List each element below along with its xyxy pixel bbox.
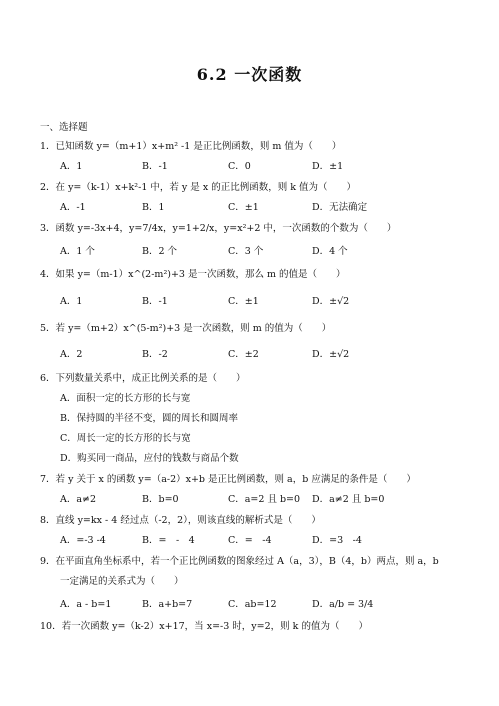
option-b[interactable]: B．-1 bbox=[142, 296, 168, 307]
question-6-stem: 6．下列数量关系中，成正比例关系的是（ ） bbox=[40, 373, 246, 384]
question-7-stem: 7．若 y 关于 x 的函数 y=（a-2）x+b 是正比例函数，则 a，b 应满足的条件是（ ） bbox=[40, 474, 416, 485]
option-b[interactable]: B．-1 bbox=[142, 161, 168, 172]
option-b[interactable]: B．1 bbox=[142, 202, 165, 213]
option-d[interactable]: D．=3 -4 bbox=[312, 535, 362, 546]
option-a[interactable]: A．1 bbox=[60, 161, 83, 172]
page-title: 6.2 一次函数 bbox=[196, 65, 303, 84]
question-5-stem: 5．若 y=（m+2）x^(5-m²)+3 是一次函数，则 m 的值为（ ） bbox=[40, 323, 332, 334]
option-d[interactable]: D．a/b = 3/4 bbox=[312, 599, 374, 610]
question-1-stem: 1．已知函数 y=（m+1）x+m² -1 是正比例函数，则 m 值为（ ） bbox=[40, 141, 342, 152]
option-b[interactable]: B．-2 bbox=[142, 349, 168, 360]
option-d[interactable]: D．无法确定 bbox=[312, 202, 368, 213]
option-b[interactable]: B．2 个 bbox=[142, 246, 178, 257]
option-b[interactable]: B．a+b=7 bbox=[142, 599, 193, 610]
question-10-stem: 10．若一次函数 y=（k-2）x+17，当 x=-3 时，y=2，则 k 的值为（ ） bbox=[40, 621, 368, 632]
option-c[interactable]: C．±1 bbox=[228, 202, 259, 213]
option-c[interactable]: C．±1 bbox=[228, 296, 259, 307]
option-b[interactable]: B．b=0 bbox=[142, 494, 179, 505]
option-b[interactable]: B．= - 4 bbox=[142, 535, 195, 546]
question-2-stem: 2．在 y=（k-1）x+k²-1 中，若 y 是 x 的正比例函数，则 k 值为（ ） bbox=[40, 182, 356, 193]
section-heading: 一、选择题 bbox=[40, 122, 88, 133]
option-a[interactable]: A．=-3 -4 bbox=[60, 535, 106, 546]
option-c[interactable]: C．±2 bbox=[228, 349, 259, 360]
option-c[interactable]: C．a=2 且 b=0 bbox=[228, 494, 301, 505]
option-a[interactable]: A．-1 bbox=[60, 202, 86, 213]
option-d[interactable]: D．a≠2 且 b=0 bbox=[312, 494, 385, 505]
option-a[interactable]: A．面积一定的长方形的长与宽 bbox=[60, 393, 191, 404]
option-a[interactable]: A．2 bbox=[60, 349, 83, 360]
question-9-stem: 9．在平面直角坐标系中，若一个正比例函数的图象经过 A（a，3），B（4，b）两点，则 a，b bbox=[40, 556, 439, 567]
option-a[interactable]: A．1 个 bbox=[60, 246, 95, 257]
option-a[interactable]: A．1 bbox=[60, 296, 83, 307]
option-d[interactable]: D．±√2 bbox=[312, 296, 350, 307]
question-4-stem: 4．如果 y=（m-1）x^(2-m²)+3 是一次函数，那么 m 的值是（ ） bbox=[40, 269, 346, 280]
option-d[interactable]: D．4 个 bbox=[312, 246, 348, 257]
option-d[interactable]: D．±1 bbox=[312, 161, 344, 172]
option-d[interactable]: D．购买同一商品，应付的钱数与商品个数 bbox=[60, 453, 239, 464]
option-a[interactable]: A．a≠2 bbox=[60, 494, 97, 505]
option-d[interactable]: D．±√2 bbox=[312, 349, 350, 360]
option-c[interactable]: C．周长一定的长方形的长与宽 bbox=[60, 433, 191, 444]
option-c[interactable]: C．0 bbox=[228, 161, 251, 172]
option-c[interactable]: C．ab=12 bbox=[228, 599, 277, 610]
question-8-stem: 8．直线 y=kx - 4 经过点（-2，2），则该直线的解析式是（ ） bbox=[40, 515, 321, 526]
option-c[interactable]: C．= -4 bbox=[228, 535, 272, 546]
option-a[interactable]: A．a - b=1 bbox=[60, 599, 112, 610]
question-9-stem-continued: 一定满足的关系式为（ ） bbox=[60, 576, 184, 587]
question-3-stem: 3．函数 y=-3x+4，y=7/4x，y=1+2/x，y=x²+2 中，一次函数的个数为（ ） bbox=[40, 223, 397, 234]
option-c[interactable]: C．3 个 bbox=[228, 246, 264, 257]
option-b[interactable]: B．保持圆的半径不变，圆的周长和圆周率 bbox=[60, 413, 238, 424]
